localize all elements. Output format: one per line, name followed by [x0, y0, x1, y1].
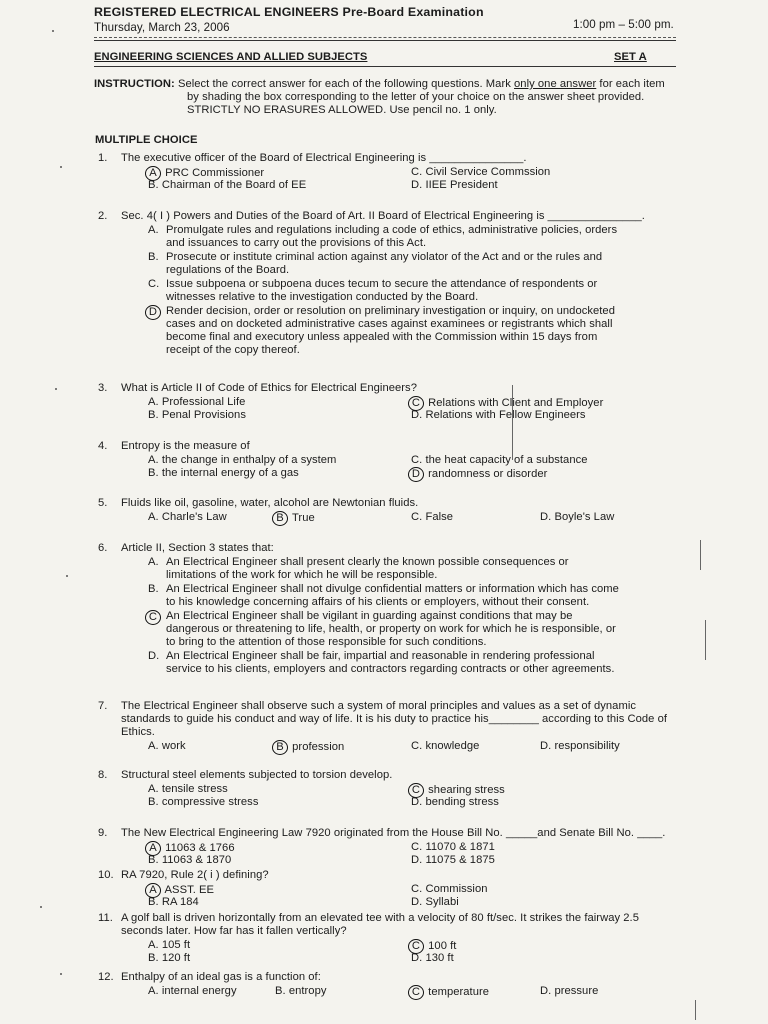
- choice-text: knowledge: [422, 740, 480, 752]
- selected-choice-letter: A: [145, 841, 161, 856]
- answer-choice: [411, 179, 498, 192]
- selected-choice-letter: D: [408, 467, 424, 482]
- choice-text-continued: to his knowledge concerning affairs of his clients or employers, without their consent.: [166, 596, 590, 608]
- header-rule: [94, 40, 676, 41]
- choice-text-continued: cases and on docketed administrative cases against examinees or registrants which shall: [166, 318, 613, 330]
- choice-text: An Electrical Engineer shall be fair, impartial and reasonable in rendering professional: [166, 650, 595, 662]
- choice-text: compressive stress: [158, 796, 259, 808]
- choice-text: Relations with Client and Employer: [425, 397, 604, 409]
- answer-choice: [411, 896, 459, 909]
- question-stem: The New Electrical Engineering Law 7920 originated from the House Bill No. _____and Senate Bill No. ____.: [121, 827, 666, 839]
- question-stem: Sec. 4( I ) Powers and Duties of the Board of Art. II Board of Electrical Engineering is _______________.: [121, 210, 645, 222]
- choice-text: 11075 & 1875: [422, 854, 495, 866]
- answer-choice: [540, 985, 598, 998]
- choice-text: 120 ft: [158, 952, 191, 964]
- choice-letter: A.: [148, 224, 159, 236]
- choice-text: PRC Commissioner: [162, 167, 265, 179]
- scan-mark: [705, 620, 706, 660]
- choice-letter: D.: [148, 650, 160, 662]
- choice-text: Boyle's Law: [551, 511, 615, 523]
- instruction-label: INSTRUCTION:: [94, 78, 175, 90]
- instruction-text-1: Select the correct answer for each of the following questions. Mark: [174, 78, 515, 90]
- instruction-line-3: STRICTLY NO ERASURES ALLOWED. Use pencil no. 1 only.: [187, 104, 497, 116]
- scan-mark: [700, 540, 701, 570]
- answer-choice: [411, 454, 588, 467]
- section-title: MULTIPLE CHOICE: [95, 134, 198, 146]
- answer-choice: [148, 896, 199, 909]
- choice-letter: A.: [148, 396, 159, 408]
- choice-text: shearing stress: [425, 784, 505, 796]
- choice-text: responsibility: [551, 740, 620, 752]
- choice-letter: D.: [411, 896, 423, 908]
- answer-choice: [148, 740, 186, 753]
- answer-choice: [148, 854, 231, 867]
- choice-letter: D.: [411, 796, 423, 808]
- choice-letter: A.: [148, 985, 159, 997]
- choice-text: 105 ft: [158, 939, 191, 951]
- scan-speck: [66, 575, 68, 577]
- choice-text: Civil Service Commssion: [422, 166, 551, 178]
- choice-letter: C.: [411, 511, 423, 523]
- instruction-emphasis: only one answer: [514, 78, 597, 90]
- answer-choice: [148, 305, 615, 320]
- question-number: 5.: [98, 497, 108, 509]
- choice-text: 11070 & 1871: [422, 841, 495, 853]
- question-stem: Ethics.: [121, 726, 155, 738]
- answer-choice: [148, 939, 190, 952]
- choice-text-continued: limitations of the work for which he will be responsible.: [166, 569, 438, 581]
- exam-date: Thursday, March 23, 2006: [94, 21, 230, 34]
- answer-choice: [148, 610, 573, 625]
- question-stem: Enthalpy of an ideal gas is a function of:: [121, 971, 321, 983]
- instruction-text-2: for each item: [596, 78, 665, 90]
- choice-text: work: [158, 740, 186, 752]
- choice-text: Chairman of the Board of EE: [158, 179, 307, 191]
- question-stem: The executive officer of the Board of Electrical Engineering is _______________.: [121, 152, 527, 164]
- selected-choice-letter: C: [408, 939, 424, 954]
- answer-choice: [148, 556, 569, 569]
- exam-title: REGISTERED ELECTRICAL ENGINEERS Pre-Board Examination: [94, 5, 484, 19]
- answer-choice: [148, 796, 258, 809]
- choice-text: pressure: [551, 985, 599, 997]
- answer-choice: [148, 251, 603, 264]
- choice-letter: C.: [411, 841, 423, 853]
- choice-text-continued: and issuances to carry out the provisions of this Act.: [166, 237, 427, 249]
- choice-text: 130 ft: [422, 952, 454, 964]
- choice-letter: A.: [148, 939, 159, 951]
- choice-text-continued: regulations of the Board.: [166, 264, 290, 276]
- choice-text: temperature: [425, 986, 490, 998]
- question-stem: Entropy is the measure of: [121, 440, 250, 452]
- choice-text: the change in enthalpy of a system: [158, 454, 337, 466]
- choice-letter: C.: [148, 278, 160, 290]
- choice-letter: B.: [148, 251, 159, 263]
- answer-choice: [540, 511, 614, 524]
- choice-letter: D.: [411, 409, 423, 421]
- answer-choice: [411, 166, 550, 179]
- choice-text-continued: service to his clients, employers and contractors regarding contracts or other agreements.: [166, 663, 615, 675]
- question-stem: Fluids like oil, gasoline, water, alcohol are Newtonian fluids.: [121, 497, 419, 509]
- answer-choice: [148, 583, 619, 596]
- choice-text: Professional Life: [158, 396, 246, 408]
- answer-choice: [275, 511, 315, 526]
- answer-choice: [148, 179, 306, 192]
- answer-choice: [148, 467, 299, 480]
- choice-text: ASST. EE: [162, 884, 215, 896]
- selected-choice-letter: C: [408, 783, 424, 798]
- answer-choice: [411, 841, 495, 854]
- question-number: 7.: [98, 700, 108, 712]
- choice-text: entropy: [285, 985, 327, 997]
- choice-text: 100 ft: [425, 940, 457, 952]
- choice-text: Charle's Law: [158, 511, 227, 523]
- choice-text: Render decision, order or resolution on preliminary investigation or inquiry, on undocketed: [166, 305, 615, 317]
- choice-text: IIEE President: [422, 179, 498, 191]
- exam-time: 1:00 pm – 5:00 pm.: [573, 18, 674, 31]
- choice-text: bending stress: [422, 796, 499, 808]
- selected-choice-letter: B: [272, 740, 288, 755]
- answer-choice: [411, 796, 499, 809]
- answer-choice: [148, 409, 246, 422]
- scan-speck: [60, 166, 62, 168]
- choice-letter: A.: [148, 454, 159, 466]
- choice-text: Relations with Fellow Engineers: [422, 409, 586, 421]
- choice-text-continued: dangerous or threatening to life, health, or property on work for which he is responsible, or: [166, 623, 616, 635]
- choice-letter: B.: [148, 952, 159, 964]
- answer-choice: [540, 740, 620, 753]
- choice-letter: D.: [540, 985, 552, 997]
- answer-choice: [148, 783, 228, 796]
- question-number: 6.: [98, 542, 108, 554]
- selected-choice-letter: A: [145, 883, 161, 898]
- selected-choice-letter: A: [145, 166, 161, 181]
- choice-letter: B.: [148, 796, 159, 808]
- choice-letter: D.: [411, 179, 423, 191]
- answer-choice: [148, 650, 595, 663]
- set-label: SET A: [614, 51, 647, 63]
- choice-letter: B.: [148, 583, 159, 595]
- question-number: 8.: [98, 769, 108, 781]
- question-number: 9.: [98, 827, 108, 839]
- answer-choice: [411, 854, 495, 867]
- header-dash-rule: [94, 37, 676, 38]
- choice-text: An Electrical Engineer shall present clearly the known possible consequences or: [166, 556, 569, 568]
- question-stem: RA 7920, Rule 2( i ) defining?: [121, 869, 269, 881]
- answer-choice: [148, 454, 336, 467]
- selected-choice-letter: B: [272, 511, 288, 526]
- choice-letter: D.: [540, 740, 552, 752]
- choice-letter: B.: [148, 896, 159, 908]
- choice-letter: A.: [148, 783, 159, 795]
- selected-choice-letter: C: [408, 985, 424, 1000]
- answer-choice: [411, 883, 488, 896]
- question-stem: seconds later. How far has it fallen vertically?: [121, 925, 347, 937]
- choice-letter: A.: [148, 556, 159, 568]
- choice-text: Prosecute or institute criminal action against any violator of the Act and or the rules and: [166, 251, 603, 263]
- choice-letter: D.: [540, 511, 552, 523]
- question-number: 4.: [98, 440, 108, 452]
- scan-mark: [512, 385, 513, 425]
- scan-speck: [52, 30, 54, 32]
- choice-text-continued: to bring to the attention of those responsible for such conditions.: [166, 636, 487, 648]
- choice-text-continued: witnesses relative to the investigation conducted by the Board.: [166, 291, 479, 303]
- answer-choice: [411, 467, 547, 482]
- answer-choice: [411, 409, 586, 422]
- choice-letter: C.: [411, 454, 423, 466]
- subject-rule: [94, 66, 676, 67]
- question-stem: standards to guide his conduct and way of life. It is his duty to practice his________ according to this Code of: [121, 713, 668, 725]
- choice-text: internal energy: [158, 985, 237, 997]
- choice-letter: B.: [148, 179, 159, 191]
- answer-choice: [275, 985, 327, 998]
- answer-choice: [148, 396, 245, 409]
- scan-speck: [40, 906, 42, 908]
- selected-choice-letter: C: [408, 396, 424, 411]
- answer-choice: [411, 511, 453, 524]
- answer-choice: [411, 985, 489, 1000]
- subject-title: ENGINEERING SCIENCES AND ALLIED SUBJECTS: [94, 51, 368, 63]
- answer-choice: [148, 952, 190, 965]
- question-number: 2.: [98, 210, 108, 222]
- instruction-line-1: [94, 78, 665, 91]
- choice-text: the internal energy of a gas: [158, 467, 299, 479]
- question-stem: A golf ball is driven horizontally from an elevated tee with a velocity of 80 ft/sec. It strikes the fairway 2.5: [121, 912, 639, 924]
- choice-text: tensile stress: [158, 783, 228, 795]
- answer-choice: [275, 740, 344, 755]
- choice-letter: B.: [275, 985, 286, 997]
- choice-text: An Electrical Engineer shall be vigilant in guarding against conditions that may be: [166, 610, 573, 622]
- choice-letter: B.: [148, 467, 159, 479]
- choice-letter: A.: [148, 511, 159, 523]
- scan-mark: [695, 1000, 696, 1020]
- answer-choice: [148, 224, 618, 237]
- choice-letter: D.: [411, 854, 423, 866]
- question-number: 11.: [98, 912, 113, 924]
- question-stem: What is Article II of Code of Ethics for Electrical Engineers?: [121, 382, 417, 394]
- choice-letter: C.: [411, 166, 423, 178]
- choice-text: Promulgate rules and regulations including a code of ethics, administrative policies, orders: [166, 224, 618, 236]
- question-number: 10.: [98, 869, 114, 881]
- choice-text: profession: [289, 741, 345, 753]
- choice-letter: A.: [148, 740, 159, 752]
- choice-text: Commission: [422, 883, 488, 895]
- question-stem: Article II, Section 3 states that:: [121, 542, 274, 554]
- choice-letter: B.: [148, 409, 159, 421]
- choice-letter: C.: [411, 883, 423, 895]
- choice-letter: C.: [411, 740, 423, 752]
- scan-speck: [55, 388, 57, 390]
- choice-text: Syllabi: [422, 896, 459, 908]
- question-number: 1.: [98, 152, 108, 164]
- selected-choice-letter: C: [145, 610, 161, 625]
- choice-text: randomness or disorder: [425, 468, 548, 480]
- answer-choice: [148, 511, 227, 524]
- selected-choice-letter: D: [145, 305, 161, 320]
- choice-text: 11063 & 1766: [162, 842, 235, 854]
- answer-choice: [148, 278, 598, 291]
- answer-choice: [411, 952, 454, 965]
- choice-letter: D.: [411, 952, 423, 964]
- question-stem: The Electrical Engineer shall observe such a system of moral principles and values as a set of dynamic: [121, 700, 636, 712]
- choice-text-continued: become final and executory unless appealed with the Commission within 15 days from: [166, 331, 598, 343]
- question-stem: Structural steel elements subjected to torsion develop.: [121, 769, 393, 781]
- answer-choice: [148, 985, 237, 998]
- choice-letter: B.: [148, 854, 159, 866]
- answer-choice: [411, 740, 479, 753]
- choice-text: An Electrical Engineer shall not divulge confidential matters or information which has come: [166, 583, 619, 595]
- question-number: 3.: [98, 382, 108, 394]
- choice-text: Penal Provisions: [158, 409, 246, 421]
- choice-text: False: [422, 511, 454, 523]
- instruction-line-2: by shading the box corresponding to the letter of your choice on the answer sheet provided.: [187, 91, 645, 103]
- choice-text: Issue subpoena or subpoena duces tecum to secure the attendance of respondents or: [166, 278, 598, 290]
- choice-text: the heat capacity of a substance: [422, 454, 588, 466]
- scan-mark: [512, 425, 513, 460]
- scan-speck: [60, 973, 62, 975]
- choice-text: True: [289, 512, 315, 524]
- choice-text: 11063 & 1870: [158, 854, 232, 866]
- choice-text-continued: receipt of the copy thereof.: [166, 344, 300, 356]
- choice-text: RA 184: [158, 896, 199, 908]
- question-number: 12.: [98, 971, 114, 983]
